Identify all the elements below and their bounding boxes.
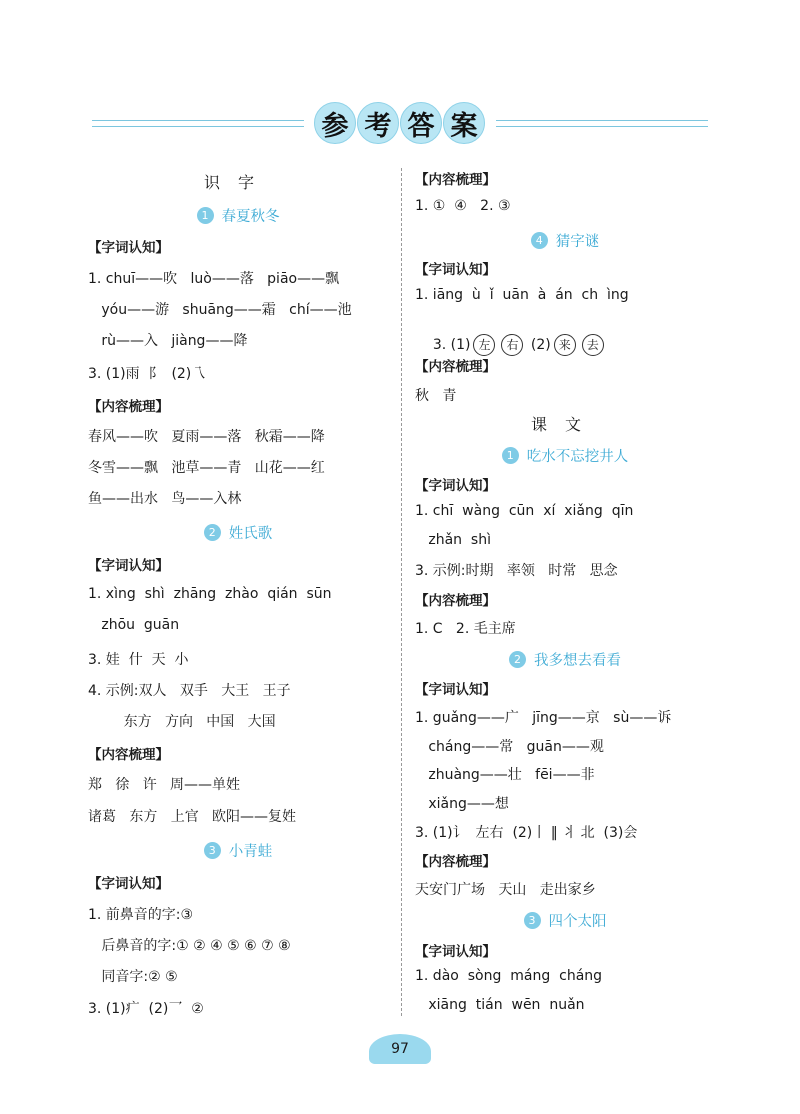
lesson-number: 1 [502, 447, 519, 464]
answer-line: 3. (1)讠 左右 (2)丨 ‖ 丬 北 (3)会 [415, 825, 638, 841]
answer-line: 3. (1)疒 (2)乛 ② [88, 1001, 204, 1017]
lesson-number: 3 [524, 912, 541, 929]
subsection-heading: 【内容梳理】 [415, 854, 496, 870]
answer-line: 1. iāng ù ǐ uān à án ch ìng [415, 287, 629, 303]
answer-line: xiǎng——想 [415, 796, 509, 812]
answer-line: 3. 娃 什 天 小 [88, 652, 189, 668]
column-divider [401, 168, 402, 1016]
answer-prefix: 3. (1) [432, 337, 471, 353]
header-rule-left-thin [92, 126, 304, 127]
answer-line: 东方 方向 中国 大国 [88, 714, 276, 730]
lesson-name: 猜字谜 [555, 234, 600, 250]
answer-line: 天安门广场 天山 走出家乡 [415, 882, 596, 898]
subsection-heading: 【内容梳理】 [415, 359, 496, 375]
lesson-heading [415, 910, 715, 931]
lesson-heading [88, 205, 388, 226]
section-title: 识字 [203, 173, 272, 192]
header-rule-left [92, 120, 304, 121]
title-char: 答 [400, 102, 442, 144]
answer-line: 4. 示例:双人 双手 大王 王子 [88, 683, 291, 699]
answer-line: 秋 青 [415, 388, 457, 404]
lesson-number: 4 [531, 232, 548, 249]
subsection-heading: 【字词认知】 [88, 876, 169, 892]
lesson-heading [415, 649, 715, 670]
answer-line: 鱼——出水 鸟——入林 [88, 491, 242, 507]
title-char: 考 [357, 102, 399, 144]
lesson-heading [88, 840, 388, 861]
answer-line: 3. (1)雨 阝 (2)乁 [88, 366, 206, 382]
answer-line: zhuàng——壮 fēi——非 [415, 767, 595, 783]
circled-char: 去 [582, 334, 604, 356]
circled-char: 左 [473, 334, 495, 356]
answer-line: 1. xìng shì zhāng zhào qián sūn [88, 586, 332, 602]
answer-line: 冬雪——飘 池草——青 山花——红 [88, 460, 325, 476]
section-title: 课文 [530, 415, 599, 434]
subsection-heading: 【字词认知】 [415, 478, 496, 494]
answer-line: 1. guǎng——广 jīng——京 sù——诉 [415, 710, 672, 726]
page-number [369, 1034, 431, 1064]
answer-line: cháng——常 guān——观 [415, 739, 604, 755]
subsection-heading: 【内容梳理】 [88, 399, 169, 415]
answer-line: 诸葛 东方 上官 欧阳——复姓 [88, 809, 297, 825]
answer-prefix: (2) [530, 337, 551, 353]
answer-line: 1. chī wàng cūn xí xiǎng qīn [415, 503, 634, 519]
lesson-name: 小青蛙 [228, 844, 273, 860]
answer-line: 1. chuī——吹 luò——落 piāo——飘 [88, 271, 340, 287]
lesson-name: 春夏秋冬 [221, 209, 280, 225]
subsection-heading: 【内容梳理】 [88, 747, 169, 763]
title-char: 参 [314, 102, 356, 144]
subsection-heading: 【字词认知】 [415, 262, 496, 278]
answer-line: 春风——吹 夏雨——落 秋霜——降 [88, 429, 325, 445]
lesson-name: 四个太阳 [548, 914, 607, 930]
answer-line: zhōu guān [88, 617, 180, 633]
lesson-heading [415, 445, 715, 466]
answer-line: 1. C 2. 毛主席 [415, 621, 516, 637]
subsection-heading: 【字词认知】 [415, 944, 496, 960]
lesson-heading [88, 522, 388, 543]
answer-line: 3. 示例:时期 率领 时常 思念 [415, 563, 618, 579]
answer-line: xiāng tián wēn nuǎn [415, 997, 585, 1013]
page-title [314, 102, 485, 144]
answer-line: rù——入 jiàng——降 [88, 333, 248, 349]
answer-line: 同音字:② ⑤ [88, 969, 178, 985]
page-number-text: 97 [391, 1041, 409, 1057]
subsection-heading: 【字词认知】 [415, 682, 496, 698]
answer-line: 1. ① ④ 2. ③ [415, 198, 511, 214]
circled-char: 来 [554, 334, 576, 356]
header-rule-right [496, 120, 708, 121]
answer-line: 郑 徐 许 周——单姓 [88, 777, 241, 793]
lesson-number: 2 [509, 651, 526, 668]
subsection-heading: 【字词认知】 [88, 558, 169, 574]
lesson-number: 3 [204, 842, 221, 859]
answer-line: yóu——游 shuāng——霜 chí——池 [88, 302, 352, 318]
subsection-heading: 【内容梳理】 [415, 172, 496, 188]
answer-line: 1. dào sòng máng cháng [415, 968, 603, 984]
lesson-name: 我多想去看看 [534, 653, 621, 669]
lesson-name: 姓氏歌 [228, 526, 273, 542]
header-rule-right-thin [496, 126, 708, 127]
lesson-number: 2 [204, 524, 221, 541]
lesson-heading [415, 230, 715, 251]
subsection-heading: 【内容梳理】 [415, 593, 496, 609]
subsection-heading: 【字词认知】 [88, 240, 169, 256]
lesson-name: 吃水不忘挖井人 [526, 449, 629, 465]
answer-line: 后鼻音的字:① ② ④ ⑤ ⑥ ⑦ ⑧ [88, 938, 291, 954]
lesson-number: 1 [197, 207, 214, 224]
circled-char: 右 [501, 334, 523, 356]
title-char: 案 [443, 102, 485, 144]
answer-line: zhǎn shì [415, 532, 491, 548]
answer-line: 1. 前鼻音的字:③ [88, 907, 194, 923]
